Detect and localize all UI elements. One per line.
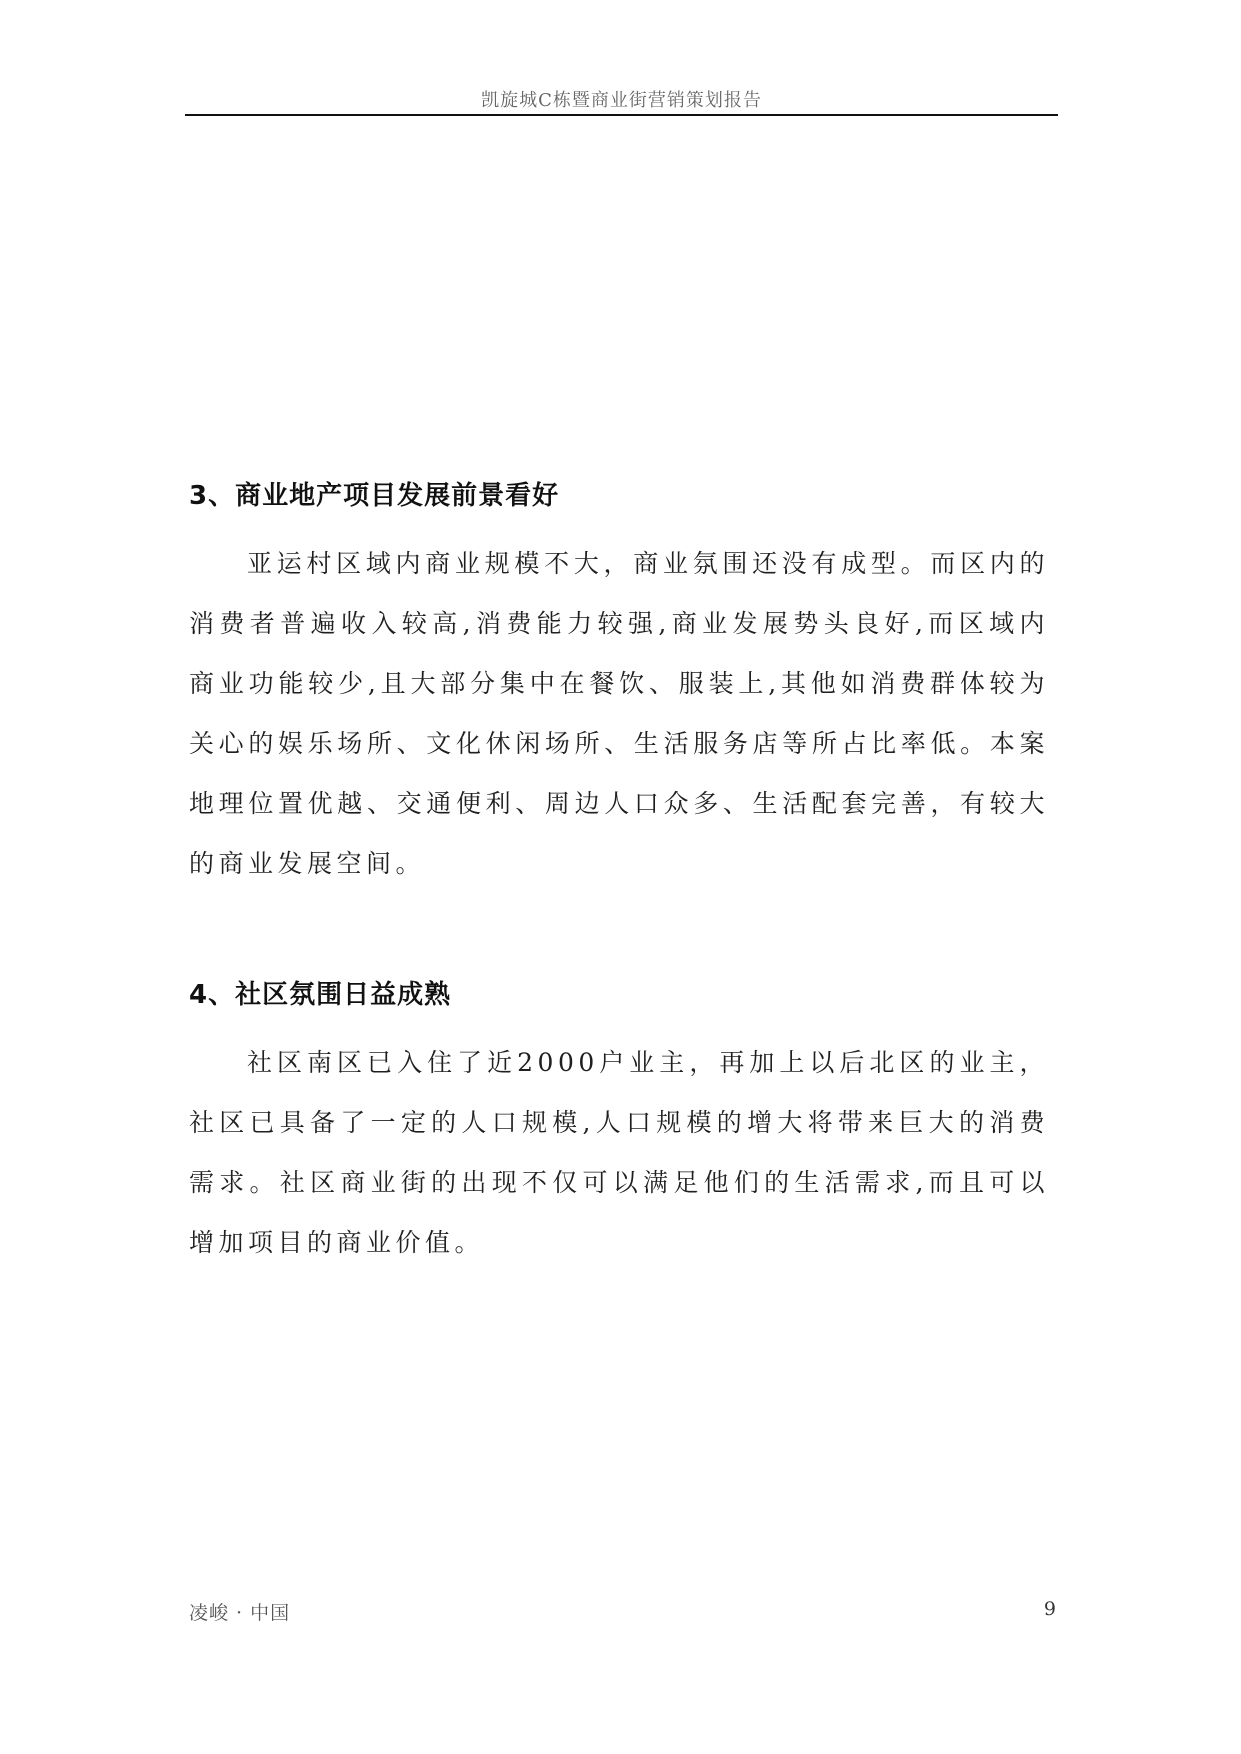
running-header-title: 凯旋城C栋暨商业街营销策划报告	[481, 90, 762, 111]
section-paragraph: 亚运村区域内商业规模不大，商业氛围还没有成型。而区内的消费者普遍收入较高,消费能力较强,商业发展势头良好,而区域内商业功能较少,且大部分集中在餐饮、服装上,其他如消费群体较为关心的娱乐场所、文化休闲场所、生活服务店等所占比率低。本案地理位置优越、交通便利、周边人口众多、生活配套完善，有较大的商业发展空间。	[189, 549, 1049, 878]
section-4	[189, 975, 1049, 1273]
footer-company: 凌峻 · 中国	[189, 1602, 291, 1624]
section-heading: 4、社区氛围日益成熟	[189, 980, 452, 1010]
section-3	[189, 476, 1049, 894]
page-number: 9	[1043, 1598, 1056, 1620]
header-divider	[185, 114, 1058, 116]
section-heading: 3、商业地产项目发展前景看好	[189, 481, 560, 511]
section-paragraph: 社区南区已入住了近2000户业主，再加上以后北区的业主，社区已具备了一定的人口规模,人口规模的增大将带来巨大的消费需求。社区商业街的出现不仅可以满足他们的生活需求,而且可以增加项目的商业价值。	[189, 1048, 1049, 1257]
